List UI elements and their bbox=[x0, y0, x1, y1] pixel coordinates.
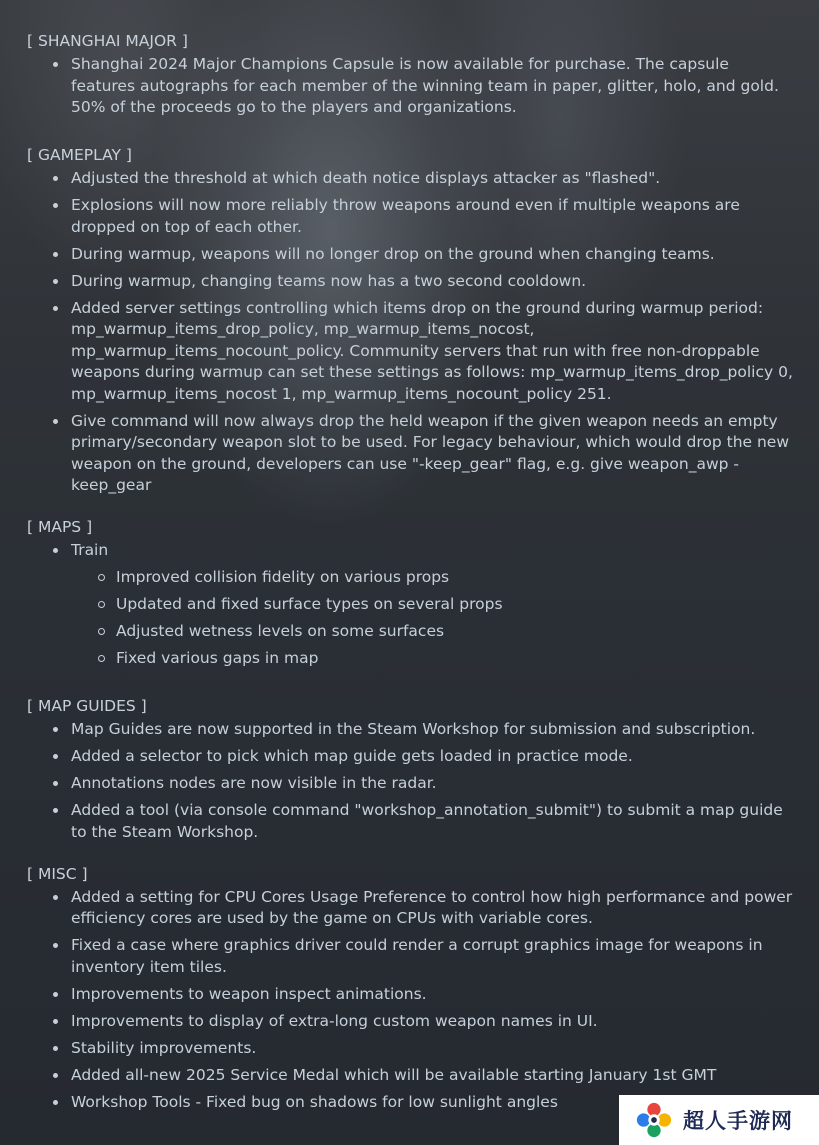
colorful-flower-logo-icon bbox=[635, 1101, 673, 1139]
sub-list-item: Updated and fixed surface types on several props bbox=[71, 594, 797, 616]
list-item: Workshop Tools - Fixed bug on shadows for low sunlight angles bbox=[0, 1092, 819, 1114]
section-title: [ MAP GUIDES ] bbox=[27, 697, 147, 715]
item-list bbox=[0, 887, 819, 1114]
sub-item-list bbox=[71, 567, 797, 670]
map-name: Train bbox=[71, 541, 109, 559]
section-title: [ GAMEPLAY ] bbox=[27, 146, 132, 164]
list-item: Improvements to weapon inspect animations. bbox=[0, 984, 819, 1006]
list-item: Give command will now always drop the held weapon if the given weapon needs an empty primary/secondary weapon slot to be used. For legacy behaviour, which would drop the new weapon on the ground, developers can use "-keep_gear" flag, e.g. give weapon_awp -keep_gear bbox=[0, 411, 819, 497]
list-item: Map Guides are now supported in the Steam Workshop for submission and subscription. bbox=[0, 719, 819, 741]
list-item: Adjusted the threshold at which death notice displays attacker as "flashed". bbox=[0, 168, 819, 190]
section-map-guides bbox=[0, 695, 819, 843]
map-item-train bbox=[0, 540, 819, 670]
list-item: Added server settings controlling which items drop on the ground during warmup period: mp_warmup_items_drop_policy, mp_warmup_items_nocost, mp_warmup_items_nocount_policy. Community servers that run with free non-droppable weapons during warmup can set these settings as follows: mp_warmup_items_drop_policy 0, mp_warmup_items_nocost 1, mp_warmup_items_nocount_policy 251. bbox=[0, 298, 819, 406]
list-item: Improvements to display of extra-long custom weapon names in UI. bbox=[0, 1011, 819, 1033]
list-item: Added all-new 2025 Service Medal which will be available starting January 1st GMT bbox=[0, 1065, 819, 1087]
list-item: Added a tool (via console command "workshop_annotation_submit") to submit a map guide to the Steam Workshop. bbox=[0, 800, 819, 843]
list-item: Fixed a case where graphics driver could render a corrupt graphics image for weapons in inventory item tiles. bbox=[0, 935, 819, 978]
section-gameplay bbox=[0, 144, 819, 497]
site-watermark bbox=[619, 1095, 819, 1145]
list-item: Shanghai 2024 Major Champions Capsule is now available for purchase. The capsule features autographs for each member of the winning team in paper, glitter, holo, and gold. 50% of the proceeds go to the players and organizations. bbox=[0, 54, 819, 119]
list-item: Added a setting for CPU Cores Usage Preference to control how high performance and power efficiency cores are used by the game on CPUs with variable cores. bbox=[0, 887, 819, 930]
patch-notes bbox=[0, 30, 819, 1119]
section-title: [ MISC ] bbox=[27, 864, 88, 883]
list-item: Explosions will now more reliably throw weapons around even if multiple weapons are dropped on top of each other. bbox=[0, 195, 819, 238]
list-item: Stability improvements. bbox=[0, 1038, 819, 1060]
section-maps bbox=[0, 516, 819, 670]
sub-list-item: Fixed various gaps in map bbox=[71, 648, 797, 670]
section-title: [ MAPS ] bbox=[27, 518, 93, 536]
section-title: [ SHANGHAI MAJOR ] bbox=[27, 32, 188, 50]
list-item: Annotations nodes are now visible in the radar. bbox=[0, 773, 819, 795]
list-item: During warmup, changing teams now has a two second cooldown. bbox=[0, 271, 819, 293]
section-shanghai-major bbox=[0, 30, 819, 119]
sub-list-item: Adjusted wetness levels on some surfaces bbox=[71, 621, 797, 643]
item-list bbox=[0, 168, 819, 497]
list-item: During warmup, weapons will no longer drop on the ground when changing teams. bbox=[0, 244, 819, 266]
watermark-text: 超人手游网 bbox=[683, 1109, 793, 1133]
section-misc bbox=[0, 863, 819, 1114]
list-item: Added a selector to pick which map guide gets loaded in practice mode. bbox=[0, 746, 819, 768]
sub-list-item: Improved collision fidelity on various props bbox=[71, 567, 797, 589]
item-list bbox=[0, 54, 819, 119]
item-list bbox=[0, 719, 819, 843]
item-list bbox=[0, 540, 819, 670]
